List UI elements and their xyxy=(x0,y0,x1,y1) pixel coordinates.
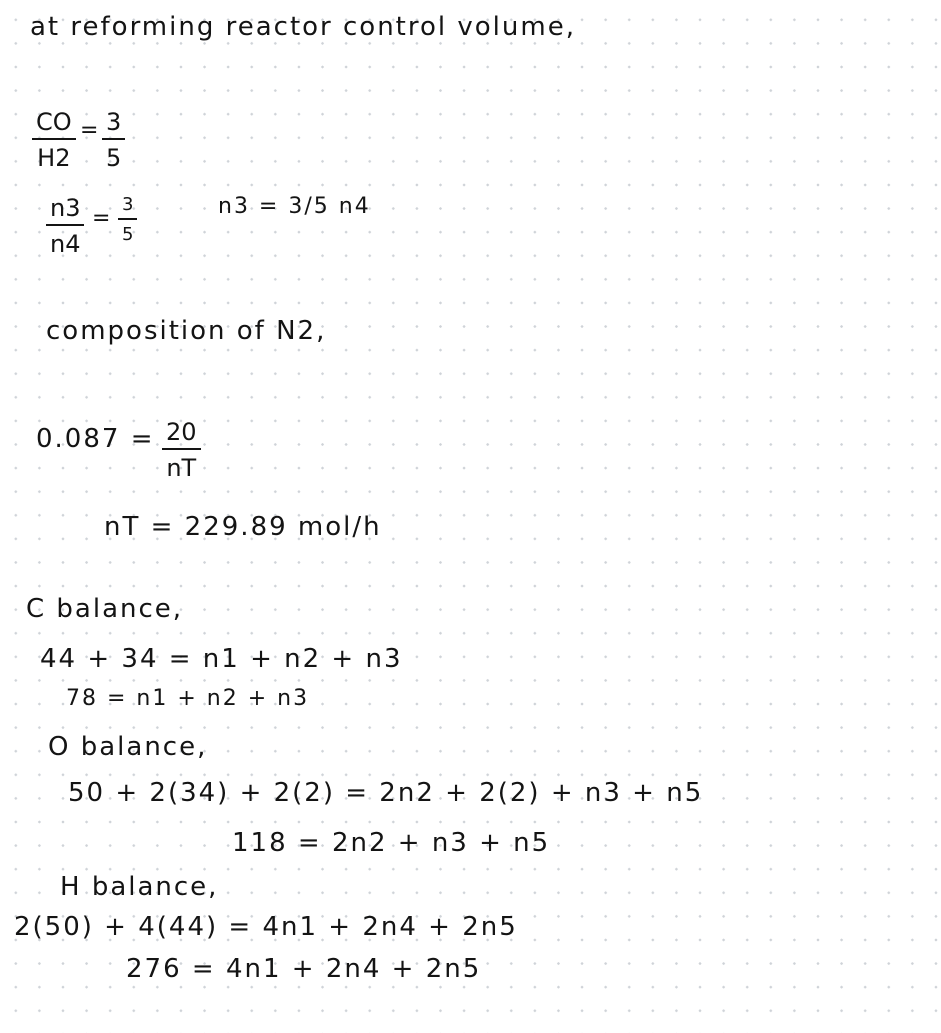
equals-sign: = xyxy=(80,118,99,143)
co-h2-fraction xyxy=(32,110,76,170)
fraction-denominator: 5 xyxy=(122,224,134,245)
fraction-numerator: 3 xyxy=(122,194,134,215)
fraction-numerator: 20 xyxy=(166,418,197,446)
o-balance-equation-1: 50 + 2(34) + 2(2) = 2n2 + 2(2) + n3 + n5 xyxy=(68,778,704,808)
composition-heading: composition of N2, xyxy=(46,316,327,346)
ratio-fraction xyxy=(102,110,125,170)
equals-sign: = xyxy=(92,206,111,231)
composition-lhs: 0.087 = xyxy=(36,424,155,454)
fraction-denominator: 5 xyxy=(106,144,122,172)
ratio-result: n3 = 3/5 n4 xyxy=(218,194,371,219)
composition-fraction xyxy=(162,420,201,480)
fraction-denominator: nT xyxy=(166,454,197,482)
h-balance-heading: H balance, xyxy=(60,872,219,902)
c-balance-equation-1: 44 + 34 = n1 + n2 + n3 xyxy=(40,644,403,674)
fraction-numerator: n3 xyxy=(50,194,81,222)
composition-result: nT = 229.89 mol/h xyxy=(104,512,382,542)
c-balance-equation-2: 78 = n1 + n2 + n3 xyxy=(66,686,310,711)
c-balance-heading: C balance, xyxy=(26,594,184,624)
fraction-denominator: H2 xyxy=(37,144,71,172)
o-balance-equation-2: 118 = 2n2 + n3 + n5 xyxy=(232,828,551,858)
h-balance-equation-1: 2(50) + 4(44) = 4n1 + 2n4 + 2n5 xyxy=(14,912,518,942)
o-balance-heading: O balance, xyxy=(48,732,208,762)
heading: at reforming reactor control volume, xyxy=(30,12,576,42)
n3-n4-fraction xyxy=(46,196,84,256)
fraction-numerator: 3 xyxy=(106,108,122,136)
ratio-fraction xyxy=(118,196,137,244)
fraction-denominator: n4 xyxy=(50,230,81,258)
h-balance-equation-2: 276 = 4n1 + 2n4 + 2n5 xyxy=(126,954,482,984)
fraction-numerator: CO xyxy=(36,108,72,136)
